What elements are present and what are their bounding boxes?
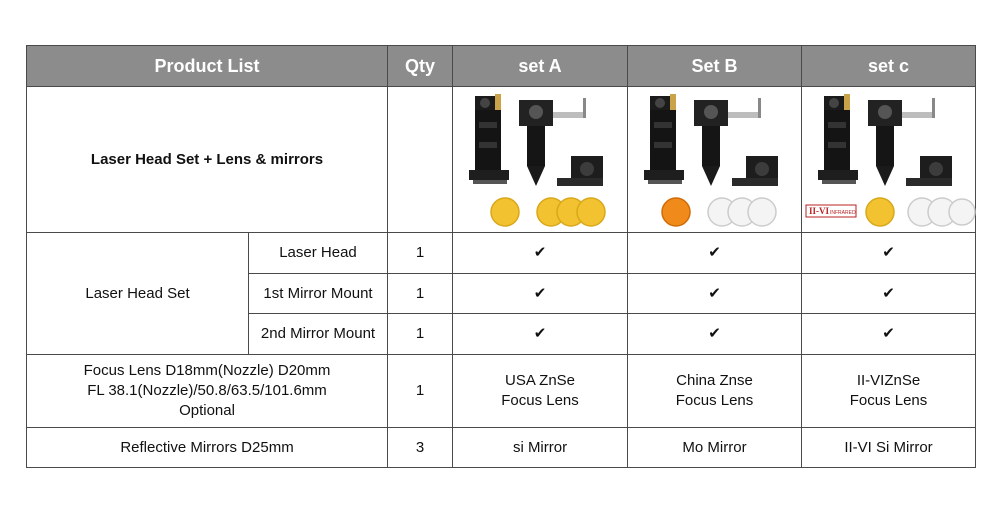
laser-head-lens-qty (388, 87, 453, 233)
laser-head-row (27, 233, 976, 274)
check-b-laser-head: ✔ (628, 233, 802, 274)
header-row (27, 46, 976, 87)
header-qty: Qty (388, 46, 453, 87)
set-c-image (802, 87, 976, 233)
laser-head-lens-label: Laser Head Set + Lens & mirrors (27, 87, 388, 233)
set-b-product-image (628, 88, 802, 232)
focus-lens-label (27, 355, 388, 428)
focus-lens-row (27, 355, 976, 428)
check-b-2nd-mirror: ✔ (628, 314, 802, 355)
header-set-b: Set B (628, 46, 802, 87)
laser-head-set-label: Laser Head Set (27, 233, 249, 355)
mirrors-row (27, 428, 976, 468)
header-product-list: Product List (27, 46, 388, 87)
check-a-laser-head: ✔ (453, 233, 628, 274)
set-a-product-image (453, 88, 627, 232)
qty-2nd-mirror-mount: 1 (388, 314, 453, 355)
focus-lens-a-line2: Focus Lens (501, 392, 579, 409)
focus-lens-a (453, 355, 628, 428)
header-set-a: set A (453, 46, 628, 87)
item-laser-head: Laser Head (249, 233, 388, 274)
mirrors-qty: 3 (388, 428, 453, 468)
qty-1st-mirror-mount: 1 (388, 274, 453, 314)
mirrors-b: Mo Mirror (628, 428, 802, 468)
focus-lens-a-line1: USA ZnSe (504, 372, 576, 389)
focus-lens-b (628, 355, 802, 428)
check-b-1st-mirror: ✔ (628, 274, 802, 314)
mirrors-c: II-VI Si Mirror (802, 428, 976, 468)
mirrors-a: si Mirror (453, 428, 628, 468)
focus-lens-c-line2: Focus Lens (849, 392, 928, 409)
check-c-2nd-mirror: ✔ (802, 314, 976, 355)
focus-lens-qty: 1 (388, 355, 453, 428)
product-comparison-table (26, 45, 976, 468)
check-a-1st-mirror: ✔ (453, 274, 628, 314)
check-c-1st-mirror: ✔ (802, 274, 976, 314)
check-c-laser-head: ✔ (802, 233, 976, 274)
header-set-c: set c (802, 46, 976, 87)
set-c-product-image (802, 88, 976, 232)
focus-lens-c-line1: II-VIZnSe (856, 372, 921, 389)
qty-laser-head: 1 (388, 233, 453, 274)
focus-lens-c (802, 355, 976, 428)
item-1st-mirror-mount: 1st Mirror Mount (249, 274, 388, 314)
mirrors-label: Reflective Mirrors D25mm (27, 428, 388, 468)
svg-text:INFRARED: INFRARED (830, 209, 856, 216)
focus-lens-line3: Optional (179, 402, 235, 419)
check-a-2nd-mirror: ✔ (453, 314, 628, 355)
laser-head-lens-row (27, 87, 976, 233)
item-2nd-mirror-mount: 2nd Mirror Mount (249, 314, 388, 355)
svg-text:II-VI: II-VI (809, 205, 830, 216)
focus-lens-line1: Focus Lens D18mm(Nozzle) D20mm (83, 362, 331, 379)
focus-lens-line2: FL 38.1(Nozzle)/50.8/63.5/101.6mm (87, 382, 327, 399)
focus-lens-b-line2: Focus Lens (675, 392, 754, 409)
set-b-image (628, 87, 802, 233)
focus-lens-b-line1: China Znse (676, 372, 753, 389)
set-a-image (453, 87, 628, 233)
